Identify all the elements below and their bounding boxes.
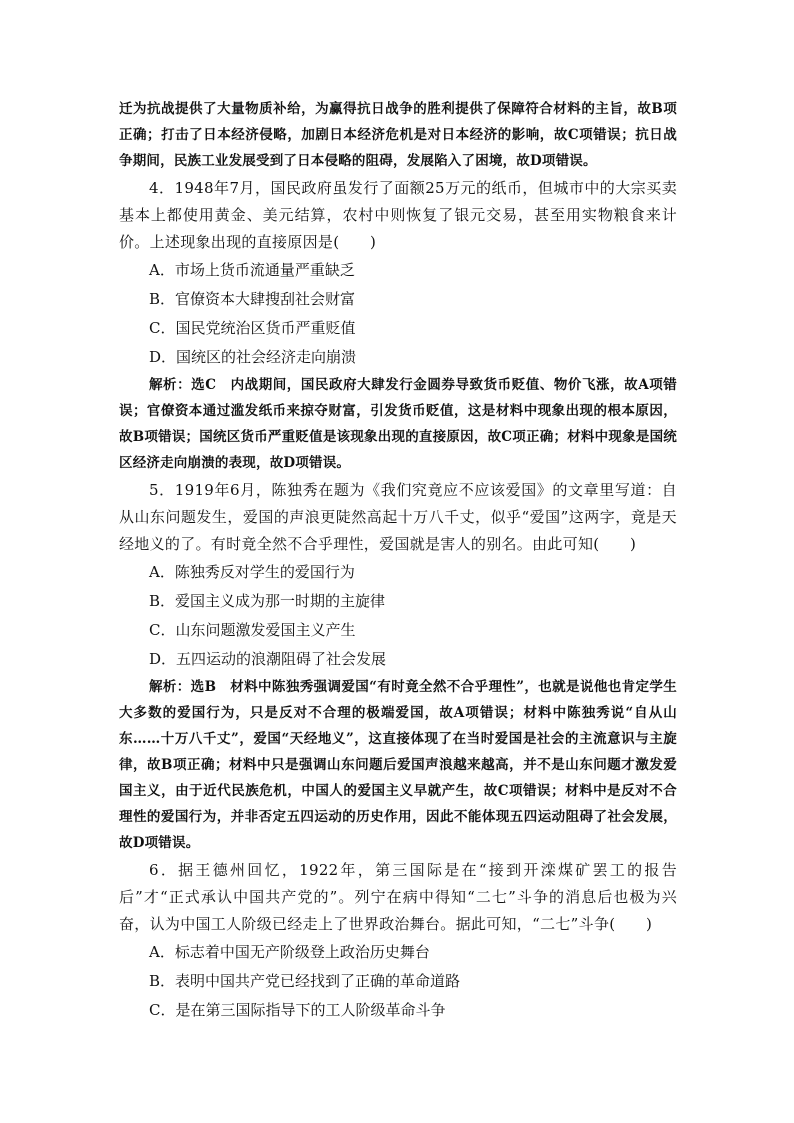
option-a: A．市场上货币流通量严重缺乏	[149, 261, 355, 279]
option-a: A．标志着中国无产阶级登上政治历史舞台	[149, 943, 430, 961]
option-c: C．山东问题激发爱国主义产生	[149, 621, 356, 639]
option-b: B．官僚资本大肆搜刮社会财富	[149, 290, 356, 308]
question-stem: 4．1948年7月，国民政府虽发行了面额25万元的纸币，但城市中的大宗买卖基本上都使用黄金、美元结算，农村中则恢复了银元交易，甚至用实物粮食来计价。上述现象出现的直接原因是( )	[119, 179, 677, 251]
question-explanation: 解析：选B 材料中陈独秀强调爱国“有时竟全然不合乎理性”，也就是说他也肯定学生大多数的爱国行为，只是反对不合理的极端爱国，故A项错误；材料中陈独秀说“自从山东……十万八千丈”，爱国“天经地义”，这直接体现了在当时爱国是社会的主流意识与主旋律，故B项正确；材料中只是强调山东问题后爱国声浪越来越高，并不是山东问题才激发爱国主义，由于近代民族危机，中国人的爱国主义早就产生，故C项错误；材料中是反对不合理性的爱国行为，并非否定五四运动的历史作用，因此不能体现五四运动阻碍了社会发展，故D项错误。	[119, 679, 677, 851]
option-b: B．表明中国共产党已经找到了正确的革命道路	[149, 972, 461, 990]
intro-explanation: 迁为抗战提供了大量物质补给，为赢得抗日战争的胜利提供了保障符合材料的主旨，故B项正确；打击了日本经济侵略，加剧日本经济危机是对日本经济的影响，故C项错误；抗日战争期间，民族工业发展受到了日本侵略的阻碍，发展陷入了困境，故D项错误。	[119, 101, 677, 169]
question-stem: 5．1919年6月，陈独秀在题为《我们究竟应不应该爱国》的文章里写道：自从山东问题发生，爱国的声浪更陡然高起十万八千丈，似乎“爱国”这两字，竟是天经地义的了。有时竟全然不合乎理性，爱国就是害人的别名。由此可知( )	[119, 481, 677, 553]
option-list	[119, 558, 677, 674]
option-a: A．陈独秀反对学生的爱国行为	[149, 563, 355, 581]
option-d: D．国统区的社会经济走向崩溃	[149, 348, 357, 366]
question-stem: 6．据王德州回忆，1922年，第三国际是在“接到开滦煤矿罢工的报告后”才“正式承认中国共产党的”。列宁在病中得知“二七”斗争的消息后也极为兴奋，认为中国工人阶级已经走上了世界政治舞台。据此可知，“二七”斗争( )	[119, 861, 677, 933]
document-page	[119, 96, 677, 1025]
question-6	[119, 857, 677, 1025]
option-d: D．五四运动的浪潮阻碍了社会发展	[149, 650, 387, 668]
option-c: C．国民党统治区货币严重贬值	[149, 319, 356, 337]
option-b: B．爱国主义成为那一时期的主旋律	[149, 592, 386, 610]
option-list	[119, 938, 677, 1025]
question-explanation: 解析：选C 内战期间，国民政府大肆发行金圆券导致货币贬值、物价飞涨，故A项错误；官僚资本通过滥发纸币来掠夺财富，引发货币贬值，这是材料中现象出现的根本原因，故B项错误；国统区货币严重贬值是该现象出现的直接原因，故C项正确；材料中现象是国统区经济走向崩溃的表现，故D项错误。	[119, 377, 677, 471]
option-c: C．是在第三国际指导下的工人阶级革命斗争	[149, 1001, 446, 1019]
question-4	[119, 175, 677, 476]
question-5	[119, 477, 677, 856]
option-list	[119, 256, 677, 372]
